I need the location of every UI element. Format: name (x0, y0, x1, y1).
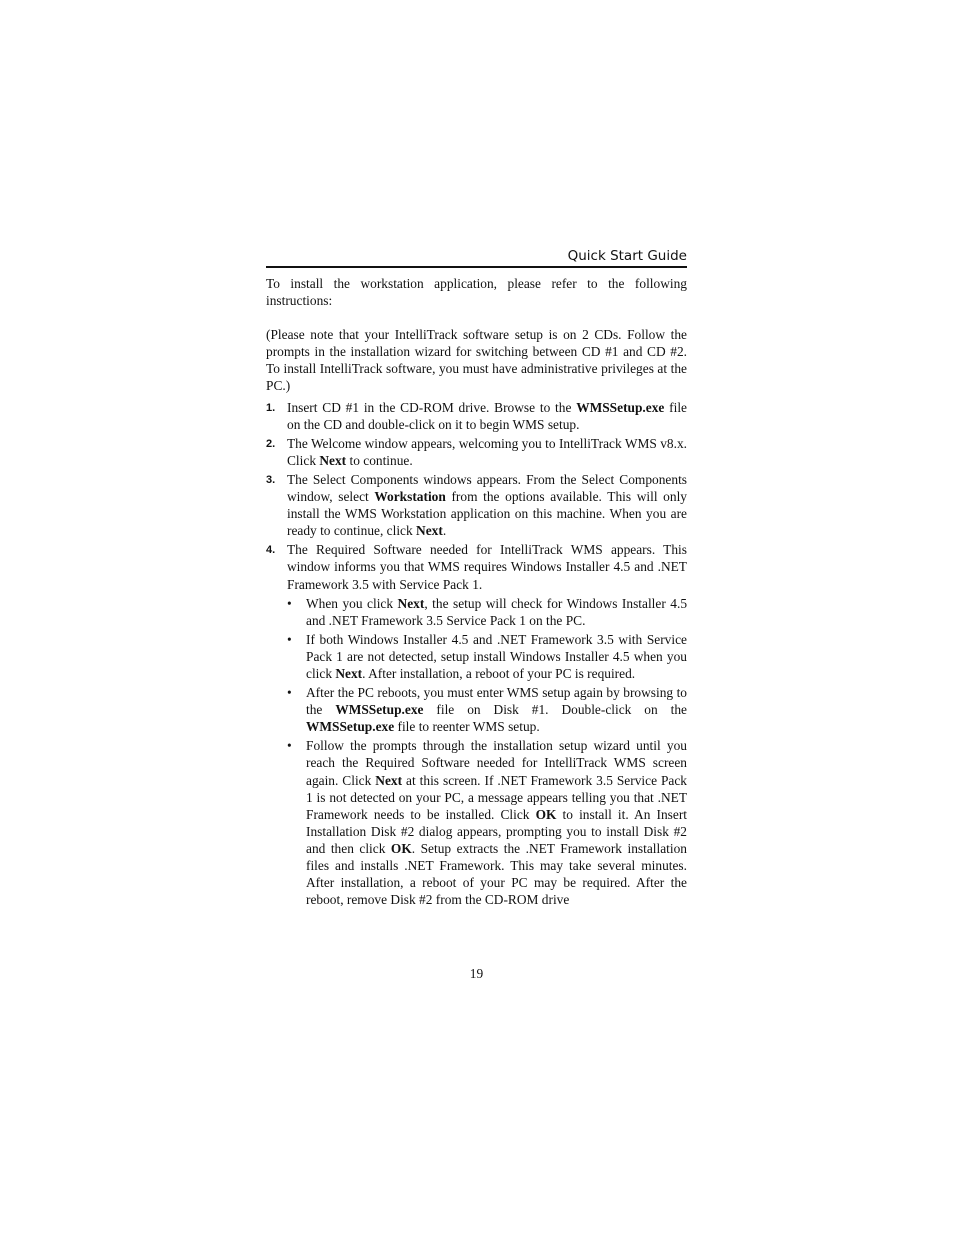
intro-paragraph: To install the workstation application, please refer to the following instructions: (266, 276, 687, 309)
text-run: to continue. (346, 452, 413, 468)
text-run: at this screen. If .NET Framework 3.5 Service Pack 1 is not detected on your PC, a message appears telling you that .NET Framework needs to be installed. Click (306, 772, 687, 822)
bold-button-name: Next (335, 665, 363, 681)
bullet-text (306, 632, 687, 681)
bullet-mark: • (287, 738, 292, 754)
bullet-item (287, 684, 687, 735)
bold-button-name: Next (397, 595, 425, 611)
step-item (266, 435, 687, 469)
bold-option-name: Workstation (374, 489, 446, 505)
step-text (287, 472, 687, 538)
bullet-mark: • (287, 595, 292, 611)
bold-filename: WMSSetup.exe (335, 702, 424, 718)
text-run: file on Disk #1. Double-click on the (423, 702, 687, 718)
bullet-text (306, 685, 687, 734)
bullet-mark: • (287, 631, 292, 647)
text-run: After the PC reboots, you must enter WMS setup again by browsing to the (306, 685, 687, 718)
text-run: , the setup will check for Windows Installer 4.5 and .NET Framework 3.5 Service Pack 1 on the PC. (306, 595, 688, 628)
note-paragraph: (Please note that your IntelliTrack software setup is on 2 CDs. Follow the prompts in the installation wizard for switching between CD #1 and CD #2. To install IntelliTrack software, you must have administrative privileges at the PC.) (266, 327, 687, 394)
page-content (266, 275, 687, 910)
bold-filename: WMSSetup.exe (306, 719, 395, 735)
sub-bullet-list (287, 595, 687, 909)
page-number: 19 (469, 966, 484, 981)
bullet-item (287, 631, 687, 682)
bullet-text (306, 738, 687, 907)
step-number: 1. (266, 401, 276, 414)
running-header: Quick Start Guide (567, 248, 687, 264)
step-text: The Required Software needed for IntelliTrack WMS appears. This window informs you that WMS requires Windows Installer 4.5 and .NET Framework 3.5 with Service Pack 1. (287, 542, 687, 592)
bold-button-name: Next (319, 452, 347, 468)
installation-steps (266, 399, 687, 909)
header-rule (266, 266, 687, 268)
text-run: If both Windows Installer 4.5 and .NET Framework 3.5 with Service Pack 1 are not detected, setup install Windows Installer 4.5 when you click (306, 631, 687, 681)
step-item (266, 541, 687, 908)
text-run: The Select Components windows appears. From the Select Components window, select (287, 471, 687, 505)
step-item (266, 399, 687, 433)
text-run: . After installation, a reboot of your PC is required. (362, 665, 636, 681)
bullet-item (287, 737, 687, 908)
step-text (287, 436, 687, 468)
step-item (266, 471, 687, 539)
document-page (266, 0, 687, 1235)
text-run: The Welcome window appears, welcoming you to IntelliTrack WMS v8.x. Click (287, 435, 687, 468)
bullet-mark: • (287, 685, 292, 701)
text-run: from the options available. This will only install the WMS Workstation application on this machine. When you are ready to continue, click (287, 489, 687, 539)
bold-button-name: OK (390, 840, 412, 856)
text-run: file on the CD and double-click on it to begin WMS setup. (287, 399, 687, 432)
bold-button-name: Next (375, 772, 403, 788)
text-run: file to reenter WMS setup. (394, 719, 540, 735)
bold-filename: WMSSetup.exe (576, 399, 665, 415)
text-run: . (442, 523, 447, 539)
text-run: to install it. An Insert Installation Disk #2 dialog appears, prompting you to install Disk #2 and then click (306, 806, 687, 856)
step-number: 2. (266, 437, 276, 450)
step-number: 3. (266, 473, 276, 486)
text-run: Insert CD #1 in the CD-ROM drive. Browse to the (287, 399, 577, 415)
text-run: Follow the prompts through the installation setup wizard until you reach the Required Software needed for IntelliTrack WMS screen again. Click (306, 738, 687, 788)
bold-button-name: OK (535, 806, 557, 822)
step-number: 4. (266, 544, 276, 557)
text-run: When you click (306, 595, 398, 611)
bold-button-name: Next (416, 523, 443, 539)
bullet-item (287, 595, 687, 629)
text-run: . Setup extracts the .NET Framework installation files and installs .NET Framework. This may take several minutes. After installation, a reboot of your PC may be required. After the reboot, remove Disk #2 from the CD-ROM drive (306, 840, 687, 908)
step-text (287, 400, 687, 432)
bullet-text (306, 596, 687, 628)
